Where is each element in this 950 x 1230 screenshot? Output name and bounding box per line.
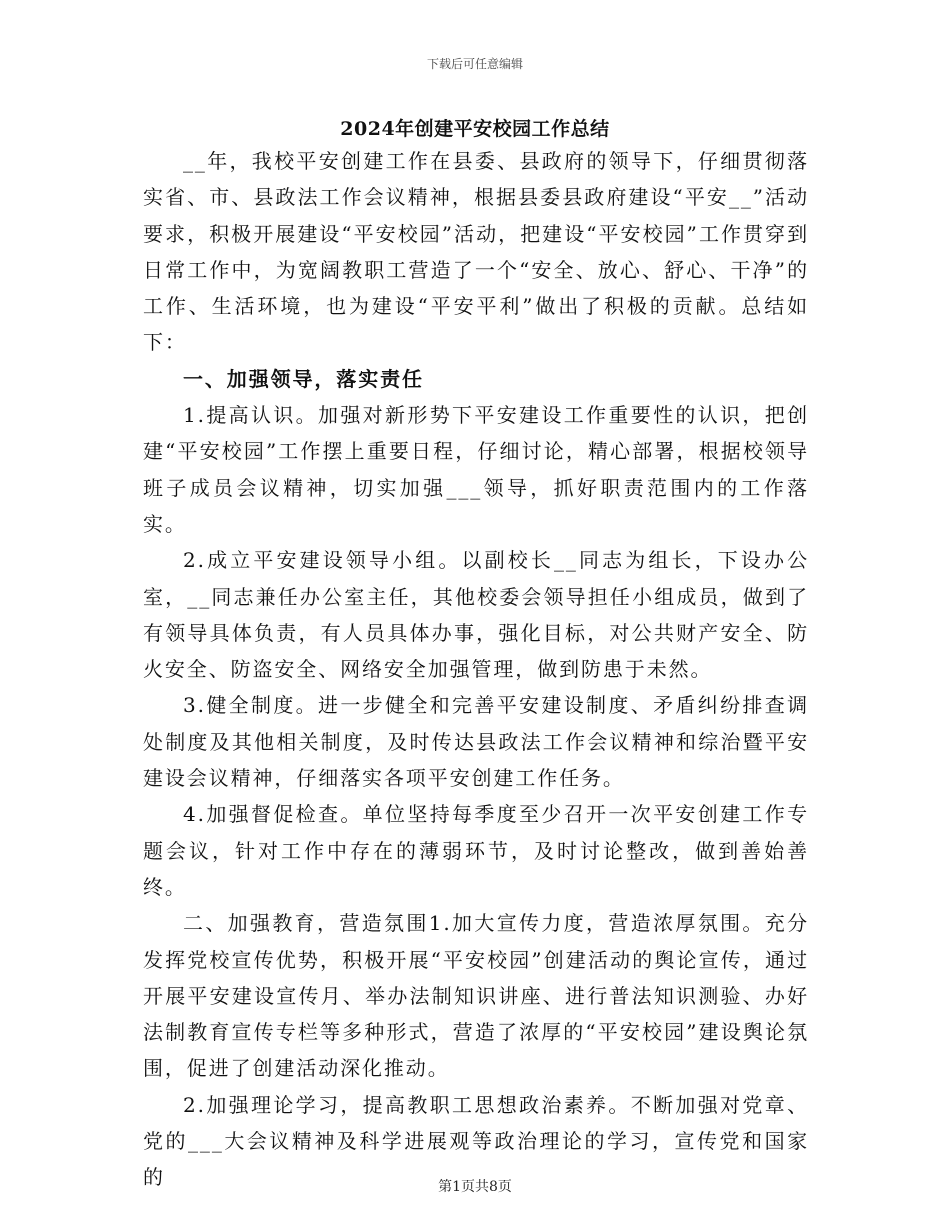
paragraph-theory-study: 2.加强理论学习，提高教职工思想政治素养。不断加强对党章、党的___大会议精神及科学进展观等政治理论的学习，宣传党和国家的 xyxy=(143,1092,809,1190)
paragraph-improve-systems: 3.健全制度。进一步健全和完善平安建设制度、矛盾纠纷排查调处制度及其他相关制度，及时传达县政法工作会议精神和综治暨平安建设会议精神，仔细落实各项平安创建工作任务。 xyxy=(143,693,809,791)
paragraph-raise-awareness: 1.提高认识。加强对新形势下平安建设工作重要性的认识，把创建“平安校园”工作摆上重要日程，仔细讨论，精心部署，根据校领导班子成员会议精神，切实加强___领导，抓好职责范围内的工作落实。 xyxy=(143,403,809,536)
paragraph-education-publicity: 二、加强教育，营造氛围1.加大宣传力度，营造浓厚氛围。充分发挥党校宣传优势，积极开展“平安校园”创建活动的舆论宣传，通过开展平安建设宣传月、举办法制知识讲座、进行普法知识测验、办好法制教育宣传专栏等多种形式，营造了浓厚的“平安校园”建设舆论氛围，促进了创建活动深化推动。 xyxy=(143,911,809,1081)
paragraph-leading-group: 2.成立平安建设领导小组。以副校长__同志为组长，下设办公室，__同志兼任办公室主任，其他校委会领导担任小组成员，做到了有领导具体负责，有人员具体办事，强化目标，对公共财产安全、防火安全、防盗安全、网络安全加强管理，做到防患于未然。 xyxy=(143,548,809,682)
document-title: 2024年创建平安校园工作总结 xyxy=(340,118,610,140)
section-heading-leadership: 一、加强领导，落实责任 xyxy=(183,366,424,391)
page-number: 第1页共8页 xyxy=(438,1179,512,1195)
intro-paragraph: __年，我校平安创建工作在县委、县政府的领导下，仔细贯彻落实省、市、县政法工作会议精神，根据县委县政府建设“平安__”活动要求，积极开展建设“平安校园”活动，把建设“平安校园”工作贯穿到日常工作中，为宽阔教职工营造了一个“安全、放心、舒心、干净”的工作、生活环境，也为建设“平安平利”做出了积极的贡献。总结如下： xyxy=(143,149,809,355)
document-body xyxy=(143,143,809,1196)
paragraph-supervision: 4.加强督促检查。单位坚持每季度至少召开一次平安创建工作专题会议，针对工作中存在的薄弱环节，及时讨论整改，做到善始善终。 xyxy=(143,802,809,899)
download-editable-note: 下载后可任意编辑 xyxy=(426,57,523,71)
